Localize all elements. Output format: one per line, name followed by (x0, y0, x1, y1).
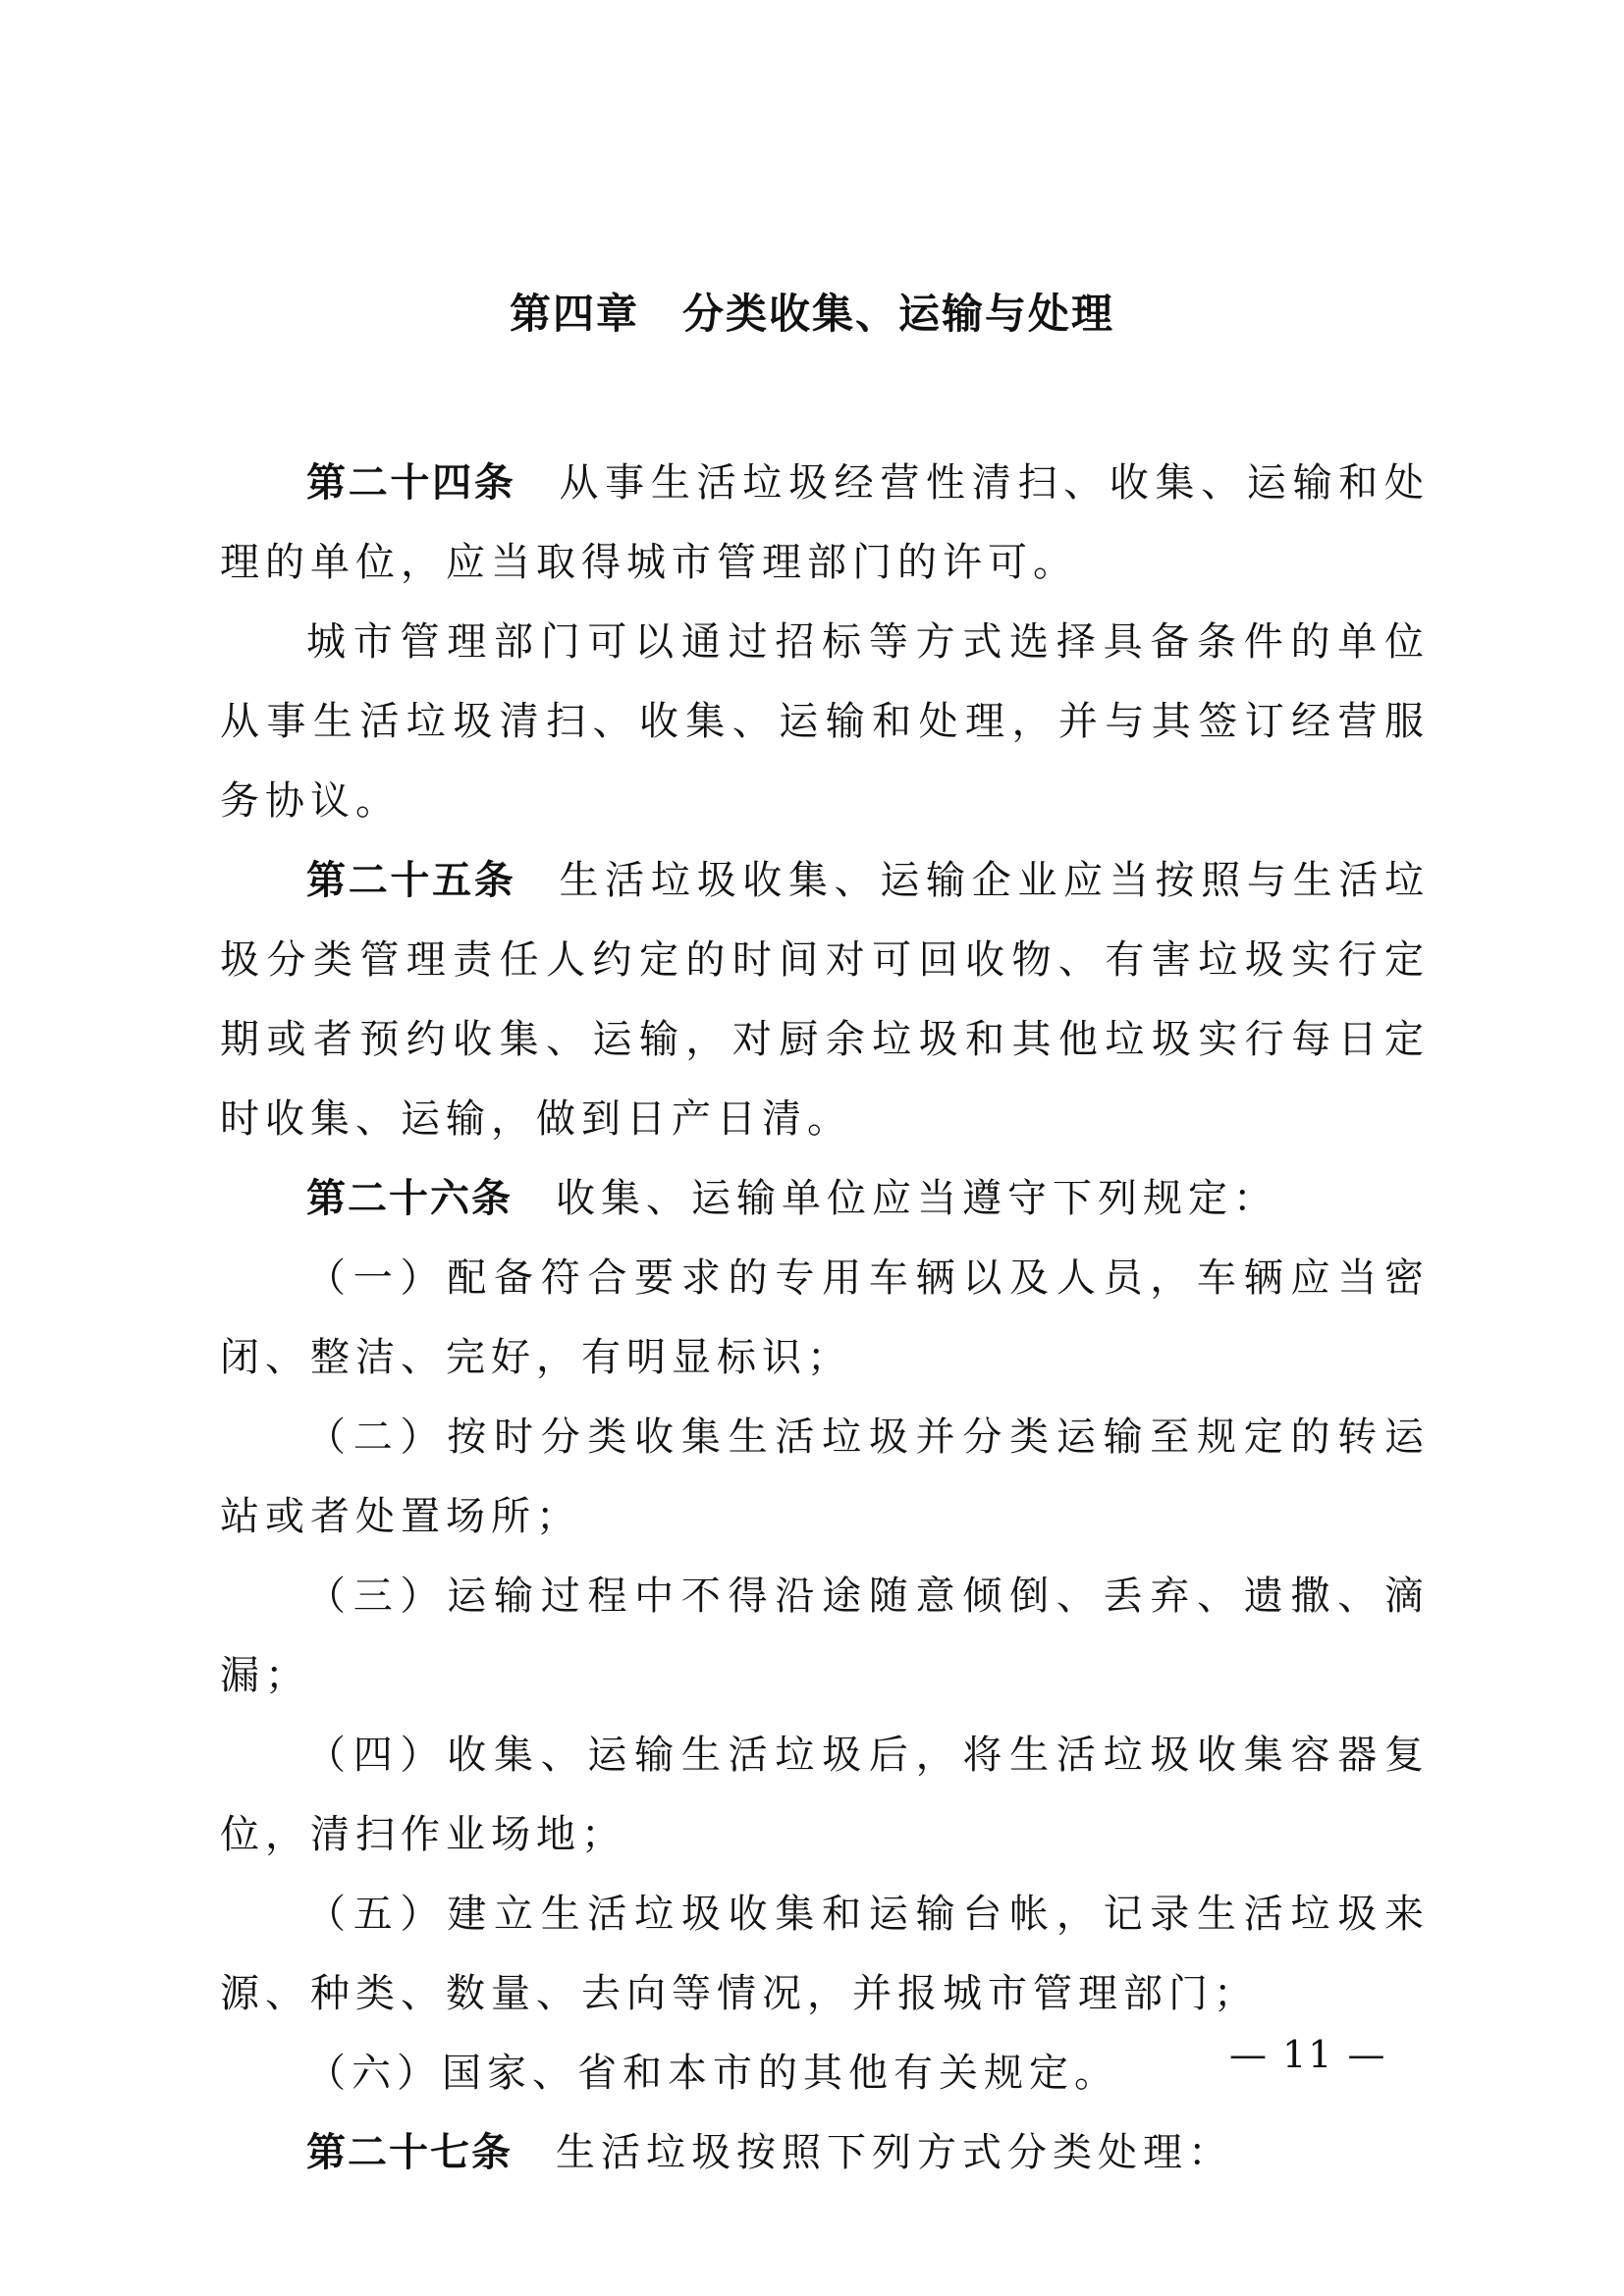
article-number: 第二十五条 (306, 858, 516, 903)
paragraph-article-26 (220, 1159, 1430, 1239)
paragraph-text: 生活垃圾按照下列方式分类处理： (556, 2130, 1233, 2175)
paragraph-text: 从事生活垃圾经营性清扫、收集、运输和处理的单位，应当取得城市管理部门的许可。 (220, 460, 1431, 585)
paragraph-text: （六）国家、省和本市的其他有关规定。 (306, 2051, 1119, 2096)
paragraph-text: 生活垃圾收集、运输企业应当按照与生活垃圾分类管理责任人约定的时间对可回收物、有害垃圾实行定期或者预约收集、运输，对厨余垃圾和其他垃圾实行每日定时收集、运输，做到日产日清。 (220, 858, 1431, 1142)
regulation-body (220, 444, 1430, 2193)
list-item-4 (220, 1716, 1430, 1875)
article-number: 第二十四条 (306, 460, 516, 506)
paragraph-text: （五）建立生活垃圾收集和运输台帐，记录生活垃圾来源、种类、数量、去向等情况，并报城市管理部门； (220, 1892, 1430, 2016)
list-item-1 (220, 1239, 1430, 1398)
paragraph-article-27 (220, 2113, 1430, 2193)
list-item-3 (220, 1557, 1430, 1716)
list-item-5 (220, 1875, 1430, 2034)
list-item-2 (220, 1398, 1430, 1557)
paragraph-text: （二）按时分类收集生活垃圾并分类运输至规定的转运站或者处置场所； (220, 1415, 1430, 1539)
page-number: — 11 — (1229, 2033, 1387, 2076)
paragraph-text: 城市管理部门可以通过招标等方式选择具备条件的单位从事生活垃圾清扫、收集、运输和处理，并与其签订经营服务协议。 (220, 619, 1430, 824)
article-number: 第二十六条 (306, 1176, 513, 1221)
paragraph-text: （三）运输过程中不得沿途随意倾倒、丢弃、遗撒、滴漏； (220, 1574, 1430, 1698)
chapter-title: 第四章 分类收集、运输与处理 (509, 290, 1114, 338)
paragraph-text: （四）收集、运输生活垃圾后，将生活垃圾收集容器复位，清扫作业场地； (220, 1733, 1430, 1857)
paragraph-article-24-clause-2 (220, 603, 1430, 841)
paragraph-text: 收集、运输单位应当遵守下列规定： (556, 1176, 1278, 1221)
article-number: 第二十七条 (306, 2130, 513, 2175)
paragraph-article-25 (220, 841, 1430, 1159)
paragraph-article-24 (220, 444, 1430, 603)
paragraph-text: （一）配备符合要求的专用车辆以及人员，车辆应当密闭、整洁、完好，有明显标识； (220, 1255, 1430, 1380)
